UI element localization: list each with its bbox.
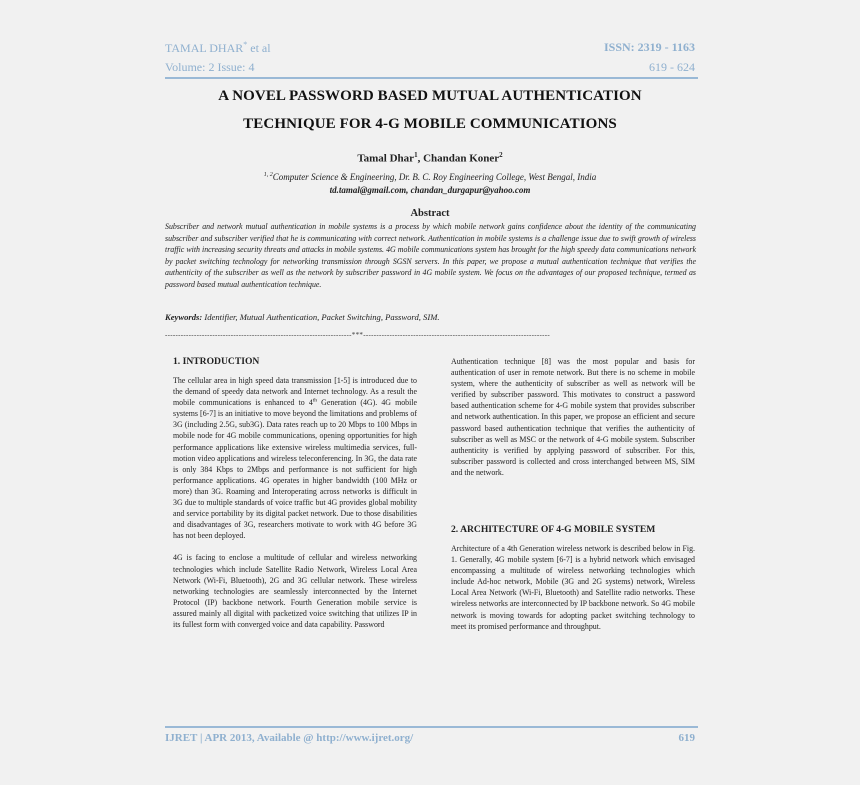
paper-title-line-2: TECHNIQUE FOR 4-G MOBILE COMMUNICATIONS — [243, 116, 617, 132]
footer-journal: IJRET | APR 2013, Available @ http://www.ijret.org/ — [165, 732, 414, 744]
column-left — [173, 375, 417, 630]
author-emails: td.tamal@gmail.com, chandan_durgapur@yahoo.com — [329, 185, 531, 195]
intro-paragraph-1: The cellular area in high speed data transmission [1-5] is introduced due to the demand of speedy data network and Internet technology. As a result the mobile communications is enhanced to 4th Generation (4G). 4G mobile systems [6-7] is an initiative to move beyond the limitations and problems of 3G (including 2.5G, sub3G). Data rates reach up to 20 Mbps to 100 Mbps in mobile node for 4G mobile communications, opening opportunities for high performance applications like extensive wireless multimedia services, full-motion video applications and wireless teleconferencing. In 3G, the data rate is only 384 Kbps to 2Mbps and performance is not sufficient for high performance applications. 4G operates in higher bandwidth (100 MHz or more) than 3G. Roaming and Interoperating across networks is difficult in 3G due to multiple standards of voice traffic but 4G provides global mobility and service portability by its digital packet network. Due to those disabilities and disadvantages of 3G, researchers motivate to work with 4G before 3G has not been deployed. — [173, 376, 417, 541]
affiliation: $^{1, 2}$Computer Science & Engineering, Dr. B. C. Roy Engineering College, West Bengal, India — [263, 172, 597, 182]
running-header-top — [165, 40, 695, 56]
section-1-heading: 1. INTRODUCTION — [173, 356, 260, 367]
intro-paragraph-2: 4G is facing to enclose a multitude of cellular and wireless networking technologies which include Satellite Radio Network, Wireless Local Area Network (Wi-Fi, Bluetooth), 2G and 3G cellular network. These wireless networking technologies are seamlessly interconnected by the Internet Protocol (IP) backbone network. Fourth Generation mobile service is assured mainly all digital with packetized voice switching that utilizes IP in its fullest form with converged voice and data capability. Password — [173, 553, 417, 629]
page-footer — [165, 732, 695, 744]
running-header-bottom — [165, 60, 695, 75]
section-separator: -----------------------------------------------------------------------***----------------------------------------------------------------------- — [165, 331, 551, 339]
intro-paragraph-3: Authentication technique [8] was the most popular and basis for authentication of user in remote network. But there is no scheme in mobile system, where the authenticity of subscriber as well as network will be verified by subscriber password. This motivates to construct a password based authentication scheme for 4-G mobile system that provides subscriber and network authentication. In this paper, we propose an efficient and secure password based authentication technique that verifies the authenticity of subscriber as well as MSC or the network of 4-G mobile system. Subscriber authenticity is verified by applying password of subscriber. For this, subscriber password is collected and cross interchanged between MS, SIM and the network. — [451, 357, 695, 477]
header-issn: ISSN: 2319 - 1163 — [603, 40, 695, 54]
abstract-heading: Abstract — [410, 208, 450, 219]
author-list: Tamal Dhar$^1$, Chandan Koner$^2$ — [357, 151, 503, 165]
column-right-bottom — [451, 543, 695, 632]
header-pages: 619 - 624 — [649, 60, 695, 74]
column-right-top — [451, 356, 695, 478]
paper-title-line-1: A NOVEL PASSWORD BASED MUTUAL AUTHENTICATION — [218, 88, 642, 104]
keywords: Keywords: Identifier, Mutual Authentication, Packet Switching, Password, SIM. — [165, 312, 440, 322]
footer-page-number: 619 — [678, 732, 695, 744]
header-rule — [165, 77, 698, 79]
header-author: TAMAL DHAR* et al — [165, 40, 271, 55]
section-2-heading: 2. ARCHITECTURE OF 4-G MOBILE SYSTEM — [451, 524, 656, 535]
header-volume: Volume: 2 Issue: 4 — [165, 60, 255, 74]
footer-rule — [165, 726, 698, 728]
architecture-paragraph-1: Architecture of a 4th Generation wireless network is described below in Fig. 1. Generally, 4G mobile system [6-7] is a hybrid network which envisaged encompassing a multitude of wireless networking technologies which include Ad-hoc network, Mobile (3G and 2G systems) network, Wireless Local Area Network (Wi-Fi, Bluetooth) and Satellite radio networks. These wireless networks are interconnected by IP backbone network. So 4G mobile network is moving towards for adopting packet switching technology to meet its promised performance and throughput. — [451, 544, 695, 631]
abstract-text: Subscriber and network mutual authentication in mobile systems is a process by which mobile network gains confidence about the identity of the communicating subscriber and subscriber verified that he is communicating with correct network. Authentication in mobile systems is a challenge issue due to swift growth of wireless traffic with increasing security threats and attacks in mobile systems. 4G mobile communications system has brought for the high speedy data communications network by packet switching technology for networking transmission through SGSN servers. In this paper, we propose a mutual authentication technique that verifies the authenticity of the subscriber as well as the network by subscriber password in 4G mobile system. We focus on the advantages of our proposed technique, termed as password based mutual authentication technique. — [165, 222, 696, 289]
